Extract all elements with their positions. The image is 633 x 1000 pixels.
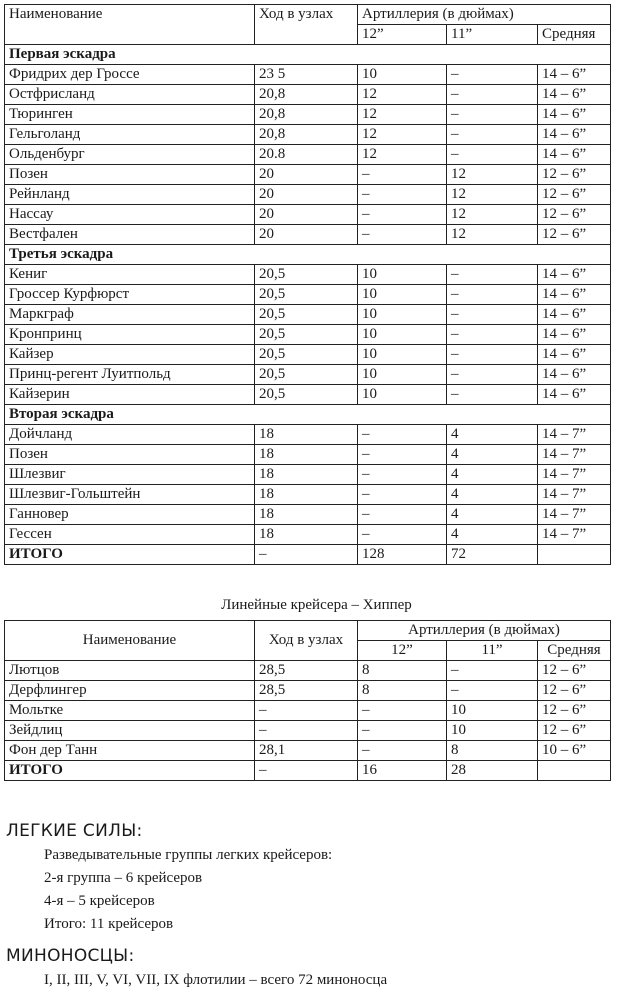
table-cell: 12 – 6” [538,701,611,721]
table-cell: 18 [255,445,358,465]
header-artillery: Артиллерия (в дюймах) [358,5,611,25]
table-cell: 4 [447,505,538,525]
table-cell: 20,8 [255,125,358,145]
table-cell: 14 – 6” [538,65,611,85]
table-cell: 28,1 [255,741,358,761]
table-row [5,721,611,741]
total-row [5,761,611,781]
table-cell: 10 [358,325,447,345]
light-forces-line: Итого: 11 крейсеров [44,916,174,932]
table-cell: 12 [447,165,538,185]
table-cell: 10 [358,305,447,325]
table-cell: 28,5 [255,681,358,701]
table-row [5,525,611,545]
table-cell: Лютцов [5,661,255,681]
header-cal12: 12” [358,25,447,45]
table-cell: 20,5 [255,285,358,305]
table-cell: 20,5 [255,325,358,345]
destroyers-heading: МИНОНОСЦЫ: [6,946,135,966]
table-cell: 12 [447,225,538,245]
table-cell: 12 – 6” [538,205,611,225]
table-cell: – [447,385,538,405]
table-cell: – [358,225,447,245]
table-cell: Нассау [5,205,255,225]
table-cell: – [255,701,358,721]
table-cell: 14 – 6” [538,285,611,305]
table-cell: – [358,205,447,225]
table-cell: Фон дер Танн [5,741,255,761]
table-cell: 20 [255,225,358,245]
table-cell: – [447,125,538,145]
table-cell: 10 [358,365,447,385]
table-cell: 14 – 6” [538,105,611,125]
table-cell: 12 [447,205,538,225]
table-cell: 12 – 6” [538,185,611,205]
table-cell: Кронпринц [5,325,255,345]
total-row [5,545,611,565]
table-row [5,125,611,145]
header-name: Наименование [5,5,255,45]
table-cell: 20,5 [255,385,358,405]
table-cell: 12 – 6” [538,225,611,245]
table-cell: Зейдлиц [5,721,255,741]
table-cell: 12 [358,105,447,125]
table-cell: ИТОГО [5,545,255,565]
section-row [5,45,611,65]
table-row [5,325,611,345]
table-cell: Тюринген [5,105,255,125]
table-cell: 8 [358,681,447,701]
table-row [5,305,611,325]
table-cell: 20,5 [255,265,358,285]
table-row [5,345,611,365]
table-row [5,385,611,405]
table-cell: 20,5 [255,305,358,325]
table-cell: Позен [5,165,255,185]
table-cell: 20 [255,205,358,225]
table-cell: – [358,701,447,721]
table-cell: – [447,105,538,125]
table-cell: – [358,525,447,545]
table-cell: – [447,85,538,105]
header-speed: Ход в узлах [255,621,358,661]
table-cell: 12 [447,185,538,205]
table-row [5,165,611,185]
table-row [5,205,611,225]
table-cell: 4 [447,445,538,465]
table-cell: – [447,681,538,701]
table-cell: Мольтке [5,701,255,721]
table-cell: 10 [358,345,447,365]
table-cell: – [447,661,538,681]
table-cell: Шлезвиг [5,465,255,485]
table-cell: 14 – 6” [538,325,611,345]
section-row [5,245,611,265]
table-cell: 4 [447,465,538,485]
table-cell: – [447,325,538,345]
table-cell: – [447,305,538,325]
table-cell: 4 [447,525,538,545]
table-cell: 20,8 [255,105,358,125]
table-cell: – [358,425,447,445]
table-cell: – [447,365,538,385]
table-cell: 10 [358,285,447,305]
table-cell [538,761,611,781]
table-cell: Принц-регент Луитпольд [5,365,255,385]
battlecruisers-table [4,620,611,781]
table-cell: 12 [358,85,447,105]
table-cell: 128 [358,545,447,565]
table-cell: 12 [358,145,447,165]
battleships-table-body [5,45,611,565]
table-cell: 18 [255,525,358,545]
section-title: Вторая эскадра [5,405,611,425]
table-cell: 12 – 6” [538,165,611,185]
destroyers-line: I, II, III, V, VI, VII, IX флотилии – всего 72 миноносца [44,972,388,988]
table-row [5,681,611,701]
table-cell: 14 – 6” [538,265,611,285]
section-title: Третья эскадра [5,245,611,265]
table-cell: 14 – 6” [538,365,611,385]
table-row [5,145,611,165]
table-cell: – [255,545,358,565]
header-cal12: 12” [358,641,447,661]
header-cal11: 11” [447,641,538,661]
table-row [5,285,611,305]
table-row [5,485,611,505]
table-cell: Рейнланд [5,185,255,205]
table-row [5,741,611,761]
table-cell: 14 – 6” [538,145,611,165]
table-cell: – [447,265,538,285]
table-cell: Остфрисланд [5,85,255,105]
table-cell: – [358,721,447,741]
header-speed: Ход в узлах [255,5,358,45]
table-cell: 12 – 6” [538,721,611,741]
table-cell: – [358,505,447,525]
table-cell: Вестфален [5,225,255,245]
table-cell: 10 [447,701,538,721]
table-cell: – [358,485,447,505]
table-cell: 23 5 [255,65,358,85]
table-cell: – [447,345,538,365]
table-row [5,465,611,485]
table-cell: 14 – 7” [538,445,611,465]
table-cell: Кениг [5,265,255,285]
table-row [5,425,611,445]
table-cell: – [255,761,358,781]
table-cell: 8 [447,741,538,761]
table-cell: 14 – 6” [538,305,611,325]
table-row [5,701,611,721]
table-cell: – [447,65,538,85]
table-cell: – [358,185,447,205]
table-cell: – [447,145,538,165]
table-cell: Кайзерин [5,385,255,405]
table-cell: 20 [255,165,358,185]
table-cell: 20.8 [255,145,358,165]
table-cell: 14 – 7” [538,485,611,505]
table-cell: Гессен [5,525,255,545]
battlecruisers-caption: Линейные крейсера – Хиппер [221,597,412,613]
table-cell: Ольденбург [5,145,255,165]
table-cell: 14 – 6” [538,385,611,405]
table-cell: Фридрих дер Гроссе [5,65,255,85]
header-name: Наименование [5,621,255,661]
table-row [5,105,611,125]
table-cell: 14 – 7” [538,525,611,545]
battlecruisers-table-body [5,661,611,781]
table-cell: ИТОГО [5,761,255,781]
light-forces-line: 2-я группа – 6 крейсеров [44,870,203,886]
table-cell: 10 [358,65,447,85]
header-cal11: 11” [447,25,538,45]
table-cell: 12 [358,125,447,145]
table-cell: Позен [5,445,255,465]
table-cell: 10 [358,385,447,405]
table-cell: 12 – 6” [538,661,611,681]
table-row [5,65,611,85]
table-cell: 4 [447,425,538,445]
table-row [5,265,611,285]
table-cell: 4 [447,485,538,505]
table-cell: 20,5 [255,365,358,385]
table-row [5,225,611,245]
table-cell: 72 [447,545,538,565]
table-row [5,505,611,525]
table-cell: 18 [255,485,358,505]
table-cell: 18 [255,425,358,445]
table-cell [538,545,611,565]
section-title: Первая эскадра [5,45,611,65]
table-row [5,185,611,205]
header-artillery: Артиллерия (в дюймах) [358,621,611,641]
table-cell: Гроссер Курфюрст [5,285,255,305]
light-forces-heading: ЛЕГКИЕ СИЛЫ: [6,821,143,841]
table-cell: 10 [447,721,538,741]
table-row [5,365,611,385]
section-row [5,405,611,425]
table-cell: Дойчланд [5,425,255,445]
table-cell: – [358,741,447,761]
table-cell: 14 – 6” [538,85,611,105]
light-forces-line: 4-я – 5 крейсеров [44,893,155,909]
table-cell: 10 – 6” [538,741,611,761]
table-cell: – [358,445,447,465]
table-cell: Ганновер [5,505,255,525]
table-cell: Маркграф [5,305,255,325]
table-cell: 28,5 [255,661,358,681]
table-cell: 28 [447,761,538,781]
header-medium: Средняя [538,641,611,661]
table-cell: 14 – 7” [538,465,611,485]
table-cell: 20,8 [255,85,358,105]
table-cell: Шлезвиг-Гольштейн [5,485,255,505]
table-row [5,85,611,105]
table-cell: 14 – 7” [538,425,611,445]
light-forces-line: Разведывательные группы легких крейсеров: [44,847,333,863]
table-cell: 20 [255,185,358,205]
table-cell: 18 [255,505,358,525]
table-cell: – [358,165,447,185]
table-row [5,445,611,465]
battleships-table [4,4,611,565]
table-cell: Кайзер [5,345,255,365]
table-cell: 20,5 [255,345,358,365]
table-cell: 14 – 7” [538,505,611,525]
table-cell: 18 [255,465,358,485]
table-cell: Гельголанд [5,125,255,145]
table-cell: – [255,721,358,741]
table-cell: 10 [358,265,447,285]
table-cell: Дерфлингер [5,681,255,701]
table-cell: – [447,285,538,305]
table-cell: 14 – 6” [538,345,611,365]
table-cell: – [358,465,447,485]
table-cell: 8 [358,661,447,681]
table-cell: 12 – 6” [538,681,611,701]
table-cell: 16 [358,761,447,781]
table-row [5,661,611,681]
table-cell: 14 – 6” [538,125,611,145]
header-medium: Средняя [538,25,611,45]
